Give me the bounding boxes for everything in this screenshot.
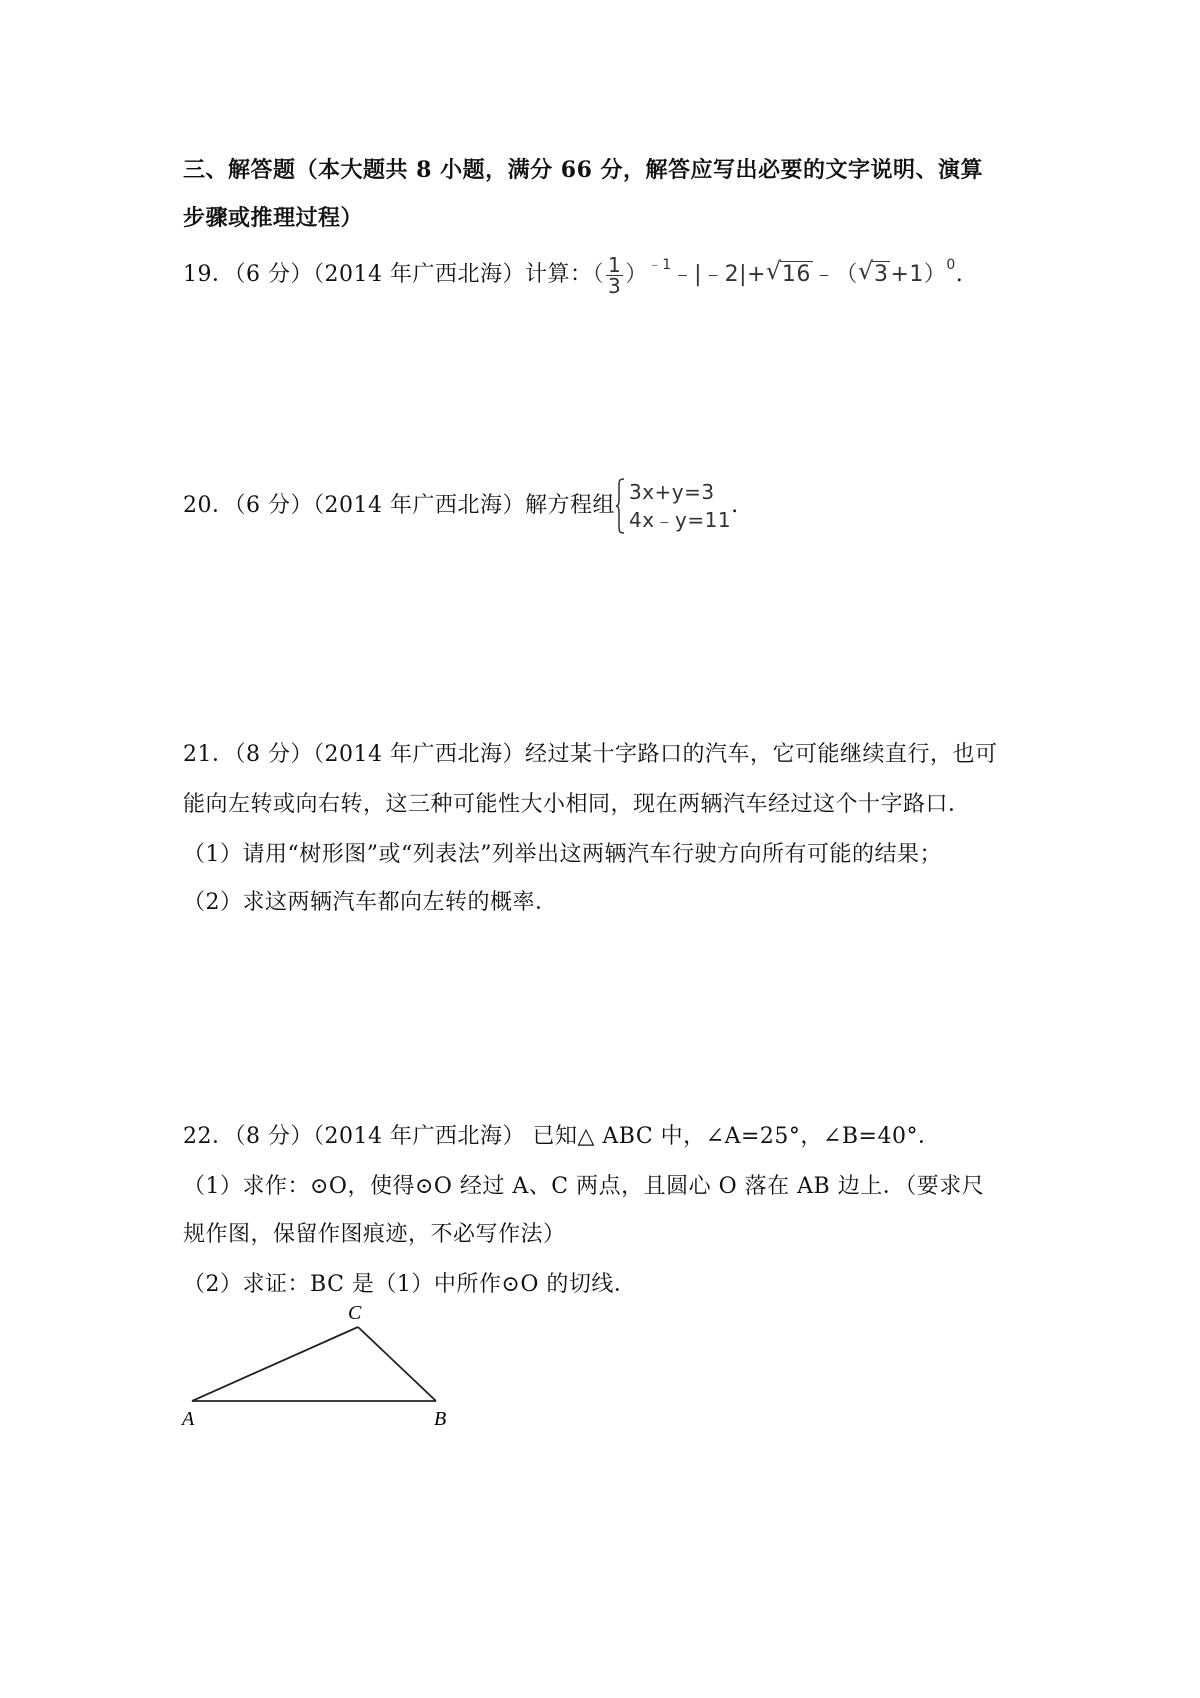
q19-minus-paren: ﹣（ [812,262,858,287]
question-19 [183,250,963,296]
q19-sqrt-3 [857,257,891,290]
question-22-part1-cont: 规作图，保留作图痕迹，不必写作法） [183,1222,566,1247]
question-22-part2: （2）求证：BC 是（1）中所作⊙O 的切线． [183,1272,637,1297]
q19-exponent-zero: 0 [946,257,956,273]
q19-prefix: 19．（6 分）（2014 年广西北海）计算： [183,262,593,287]
q20-equation-1: 3x+y=3 [628,480,715,504]
q19-plus-one: +1） [890,262,947,287]
q19-end: . [955,262,964,287]
vertex-label-a: A [182,1408,195,1430]
q20-prefix: 20．（6 分）（2014 年广西北海）解方程组 [183,493,615,518]
question-20 [183,478,739,534]
question-22-part1: （1）求作：⊙O，使得⊙O 经过 A、C 两点，且圆心 O 落在 AB 边上．（要求尺 [183,1174,985,1199]
left-brace-icon [615,478,625,534]
section-heading-line2: 步骤或推理过程） [183,205,364,231]
q19-frac-denominator: 3 [607,273,622,298]
radical-sign-icon: √ [857,257,874,285]
q19-sqrt-3-radicand: 3 [873,262,889,287]
section-heading-line1: 三、解答题（本大题共 8 小题，满分 66 分，解答应写出必要的文字说明、演算 [183,157,984,183]
q19-fraction [606,252,623,298]
q20-equation-system [615,478,731,534]
radical-sign-icon: √ [765,257,782,285]
q19-close-paren: ） [625,262,648,287]
q20-equation-2: 4x﹣y=11 [628,508,732,532]
q19-exponent-neg1: ﹣1 [647,257,672,273]
question-21-part1: （1）请用“树形图”或“列表法”列举出这两辆汽车行驶方向所有可能的结果； [183,842,942,867]
question-22-line1: 22．（8 分）（2014 年广西北海） 已知△ ABC 中，∠A=25°，∠B=40°． [183,1124,941,1149]
vertex-label-b: B [434,1408,447,1430]
side-bc [358,1327,436,1401]
side-ac [192,1327,358,1401]
question-21-line1: 21．（8 分）（2014 年广西北海）经过某十字路口的汽车，它可能继续直行，也可 [183,742,998,767]
triangle-abc-figure [178,1303,458,1433]
q19-sqrt-16-radicand: 16 [781,262,811,287]
q19-sqrt-16 [765,257,813,290]
q19-open-paren: （ [592,262,604,287]
q20-end: . [731,493,739,518]
q19-frac-numerator: 1 [607,252,622,277]
q19-abs-term: ﹣|﹣2|+ [671,262,766,287]
vertex-label-c: C [348,1303,362,1324]
question-21-line2: 能向左转或向右转，这三种可能性大小相同，现在两辆汽车经过这个十字路口． [183,792,971,817]
question-21-part2: （2）求这两辆汽车都向左转的概率． [183,890,558,915]
